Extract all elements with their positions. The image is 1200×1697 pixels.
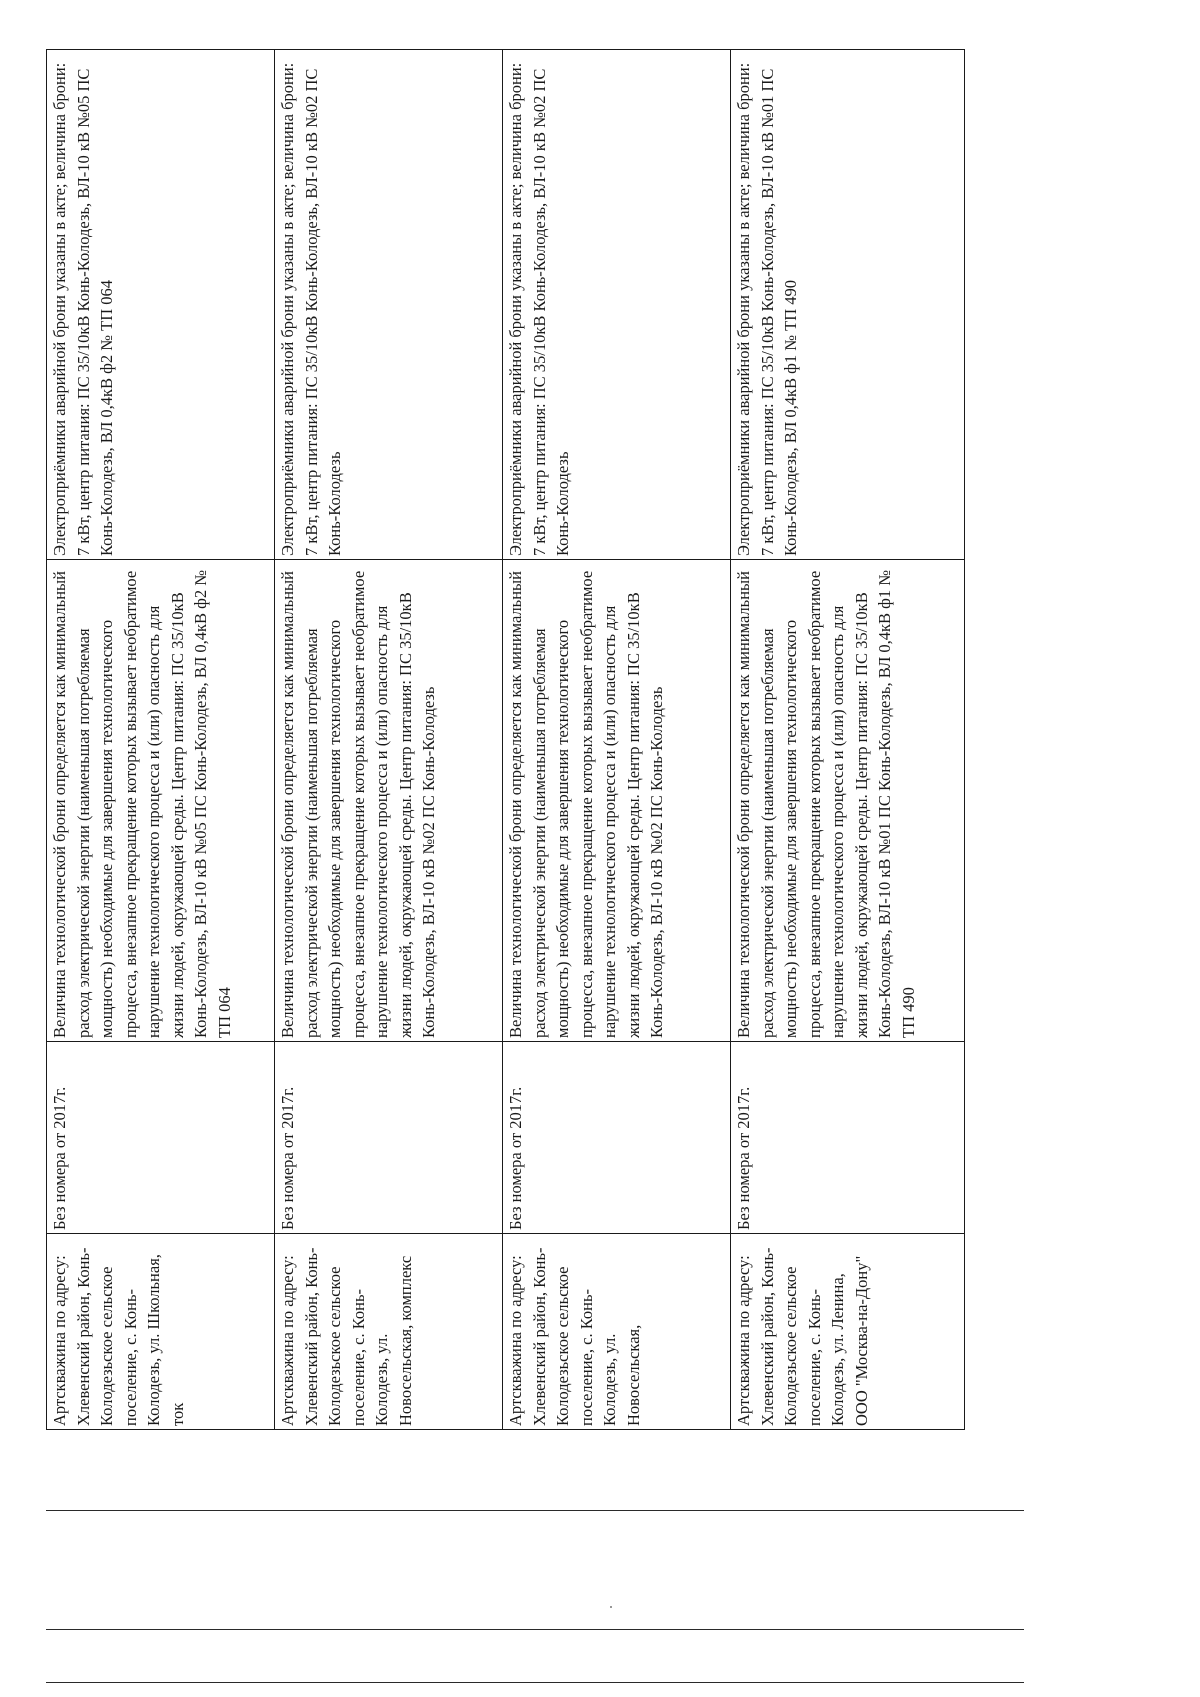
tech-reserve-cell: Величина технологической брони определяется как минимальный расход электрической энергии (наименьшая потребляемая мощность) необходимые для завершения технологического процесса, внезапное прекращение которых вызывает необратимое нарушение технологического процесса и (или) опасность для жизни людей, окружающей среды. Центр питания: ПС 35/10кВ Конь-Колодезь, ВЛ-10 кВ №05 ПС Конь-Колодезь, ВЛ 0,4кВ ф2 № ТП 064	[47, 560, 275, 1042]
document-cell: Без номера от 2017г.	[731, 1042, 965, 1234]
document-cell: Без номера от 2017г.	[47, 1042, 275, 1234]
emergency-reserve-cell: Электроприёмники аварийной брони указаны в акте; величина брони: 7 кВт, центр питания: ПС 35/10кВ Конь-Колодезь, ВЛ-10 кВ №02 ПС Конь-Колодезь	[275, 50, 503, 560]
object-cell: Артскважина по адресу: Хлевенский район, Конь-Колодезьское сельское поселение, с. Конь-Колодезь, ул. Школьная, ток	[47, 1234, 275, 1430]
tech-reserve-cell: Величина технологической брони определяется как минимальный расход электрической энергии (наименьшая потребляемая мощность) необходимые для завершения технологического процесса, внезапное прекращение которых вызывает необратимое нарушение технологического процесса и (или) опасность для жизни людей, окружающей среды. Центр питания: ПС 35/10кВ Конь-Колодезь, ВЛ-10 кВ №01 ПС Конь-Колодезь, ВЛ 0,4кВ ф1 № ТП 490	[731, 560, 965, 1042]
signature-line	[46, 1682, 1024, 1683]
emergency-reserve-cell: Электроприёмники аварийной брони указаны в акте; величина брони: 7 кВт, центр питания: ПС 35/10кВ Конь-Колодезь, ВЛ-10 кВ №01 ПС Конь-Колодезь, ВЛ 0,4кВ ф1 № ТП 490	[731, 50, 965, 560]
signature-line	[46, 1510, 1024, 1511]
tech-reserve-cell: Величина технологической брони определяется как минимальный расход электрической энергии (наименьшая потребляемая мощность) необходимые для завершения технологического процесса, внезапное прекращение которых вызывает необратимое нарушение технологического процесса и (или) опасность для жизни людей, окружающей среды. Центр питания: ПС 35/10кВ Конь-Колодезь, ВЛ-10 кВ №02 ПС Конь-Колодезь	[503, 560, 731, 1042]
scan-speck	[610, 1606, 612, 1608]
emergency-reserve-cell: Электроприёмники аварийной брони указаны в акте; величина брони: 7 кВт, центр питания: ПС 35/10кВ Конь-Колодезь, ВЛ-10 кВ №02 ПС Конь-Колодезь	[503, 50, 731, 560]
table-row	[731, 50, 965, 1430]
emergency-reserve-cell: Электроприёмники аварийной брони указаны в акте; величина брони: 7 кВт, центр питания: ПС 35/10кВ Конь-Колодезь, ВЛ-10 кВ №05 ПС Конь-Колодезь, ВЛ 0,4кВ ф2 № ТП 064	[47, 50, 275, 560]
object-cell: Артскважина по адресу: Хлевенский район, Конь-Колодезьское сельское поселение, с. Конь-Колодезь, ул. Новосельская, комплекс	[275, 1234, 503, 1430]
tech-reserve-cell: Величина технологической брони определяется как минимальный расход электрической энергии (наименьшая потребляемая мощность) необходимые для завершения технологического процесса, внезапное прекращение которых вызывает необратимое нарушение технологического процесса и (или) опасность для жизни людей, окружающей среды. Центр питания: ПС 35/10кВ Конь-Колодезь, ВЛ-10 кВ №02 ПС Конь-Колодезь	[275, 560, 503, 1042]
table-row	[503, 50, 731, 1430]
object-cell: Артскважина по адресу: Хлевенский район, Конь-Колодезьское сельское поселение, с. Конь-Колодезь, ул. Ленина, ООО "Москва-на-Дону"	[731, 1234, 965, 1430]
document-cell: Без номера от 2017г.	[275, 1042, 503, 1234]
signature-line	[46, 1629, 1024, 1630]
table-row	[275, 50, 503, 1430]
object-cell: Артскважина по адресу: Хлевенский район, Конь-Колодезьское сельское поселение, с. Конь-Колодезь, ул. Новосельская,	[503, 1234, 731, 1430]
table-row	[47, 50, 275, 1430]
rotated-table-container	[46, 50, 964, 1430]
emergency-reserve-table	[46, 49, 965, 1430]
document-cell: Без номера от 2017г.	[503, 1042, 731, 1234]
